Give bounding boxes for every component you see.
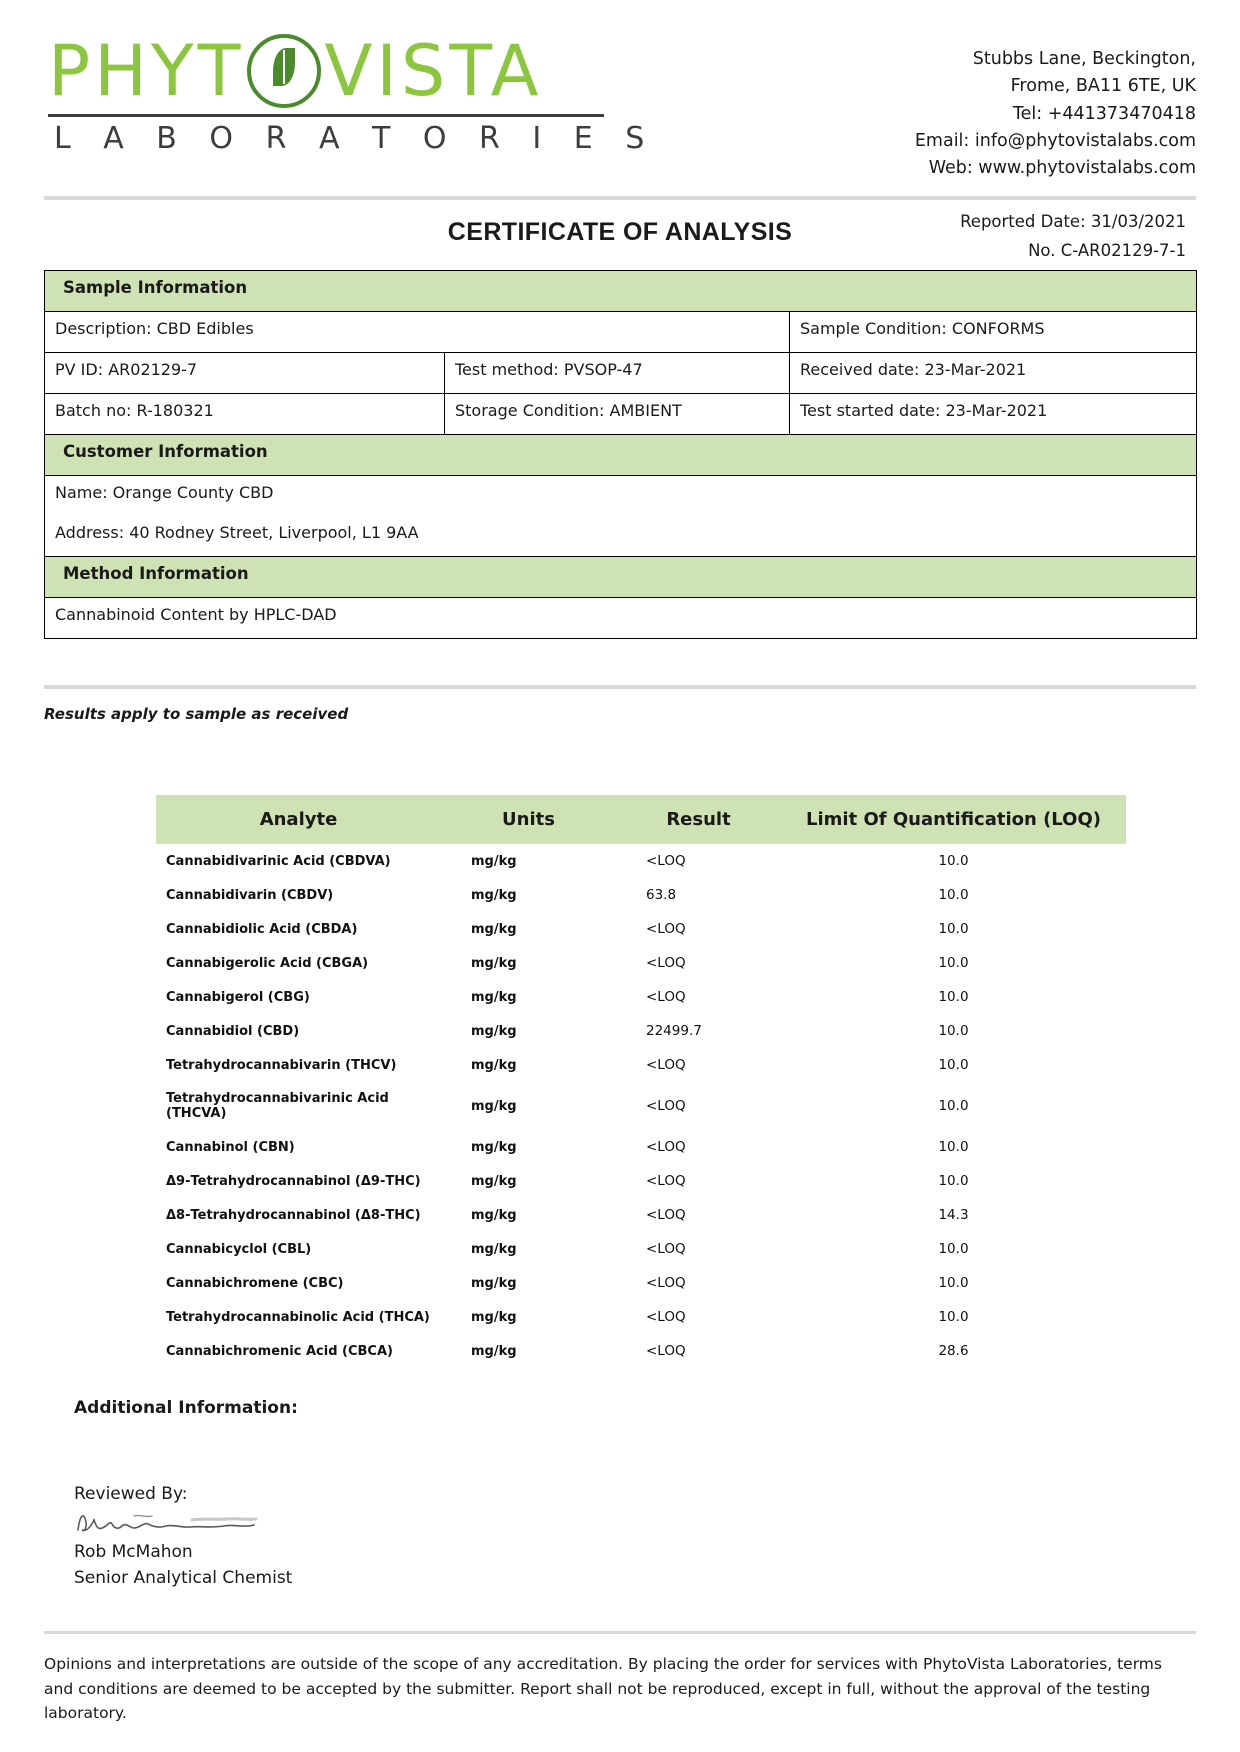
disclaimer-text: Opinions and interpretations are outside of the scope of any accreditation. By placing the order for services with PhytoVista Laboratories, terms and conditions are deemed to be accepted by the submitter. Report shall not be reproduced, except in full, without the approval of the testing laboratory. xyxy=(44,1655,1162,1722)
cell-analyte: Cannabichromene (CBC) xyxy=(166,1275,344,1291)
sample-description: Description: CBD Edibles xyxy=(45,312,790,353)
information-table xyxy=(44,270,1197,639)
cell-units: mg/kg xyxy=(471,853,517,869)
column-header-analyte: Analyte xyxy=(156,795,441,844)
table-row xyxy=(156,1266,1126,1300)
contact-address-line1: Stubbs Lane, Beckington, xyxy=(972,49,1196,69)
table-row xyxy=(45,516,1197,557)
table-row xyxy=(156,878,1126,912)
cell-result: <LOQ xyxy=(646,853,686,870)
cell-units: mg/kg xyxy=(471,1309,517,1325)
cell-analyte: Cannabidivarinic Acid (CBDVA) xyxy=(166,853,391,869)
test-method: Test method: PVSOP-47 xyxy=(445,353,790,394)
cell-result: <LOQ xyxy=(646,1057,686,1074)
method-information-band: Method Information xyxy=(45,557,1197,598)
cell-loq: 10.0 xyxy=(938,1098,969,1115)
cell-units: mg/kg xyxy=(471,1098,517,1114)
section-divider xyxy=(44,685,1196,689)
contact-website: Web: www.phytovistalabs.com xyxy=(928,158,1196,179)
table-row xyxy=(45,435,1197,476)
brand-wordmark xyxy=(48,30,668,112)
reviewer-role: Senior Analytical Chemist xyxy=(74,1567,293,1588)
table-row xyxy=(156,1164,1126,1198)
table-row xyxy=(156,1082,1126,1130)
cell-units: mg/kg xyxy=(471,1139,517,1155)
cell-result: <LOQ xyxy=(646,1275,686,1292)
results-body xyxy=(156,844,1126,1368)
cell-units: mg/kg xyxy=(471,887,517,903)
table-row xyxy=(156,1048,1126,1082)
results-table xyxy=(156,795,1126,1368)
cell-loq: 10.0 xyxy=(938,1173,969,1190)
cell-result: <LOQ xyxy=(646,921,686,938)
test-started-date: Test started date: 23-Mar-2021 xyxy=(790,394,1197,435)
sample-information-band: Sample Information xyxy=(45,271,1197,312)
title-row xyxy=(44,200,1196,270)
results-header-row xyxy=(156,795,1126,844)
cell-result: <LOQ xyxy=(646,1173,686,1190)
results-apply-note: Results apply to sample as received xyxy=(44,705,349,724)
batch-no: Batch no: R-180321 xyxy=(45,394,445,435)
table-row xyxy=(156,1014,1126,1048)
table-row xyxy=(45,353,1197,394)
cell-loq: 14.3 xyxy=(938,1207,969,1224)
cell-loq: 10.0 xyxy=(938,955,969,972)
cell-analyte: Cannabidivarin (CBDV) xyxy=(166,887,334,903)
cell-analyte: Δ8-Tetrahydrocannabinol (Δ8-THC) xyxy=(166,1207,421,1223)
cell-units: mg/kg xyxy=(471,1343,517,1359)
table-row xyxy=(156,1300,1126,1334)
cell-analyte: Tetrahydrocannabinolic Acid (THCA) xyxy=(166,1309,430,1325)
sample-condition: Sample Condition: CONFORMS xyxy=(790,312,1197,353)
cell-result: <LOQ xyxy=(646,955,686,972)
cell-loq: 10.0 xyxy=(938,989,969,1006)
cell-result: <LOQ xyxy=(646,1343,686,1360)
cell-analyte: Tetrahydrocannabivarinic Acid (THCVA) xyxy=(166,1091,389,1122)
brand-name-part2: VISTA xyxy=(324,30,543,112)
cell-result: 22499.7 xyxy=(646,1023,702,1040)
pv-id: PV ID: AR02129-7 xyxy=(45,353,445,394)
cell-units: mg/kg xyxy=(471,955,517,971)
table-row xyxy=(45,394,1197,435)
contact-phone: Tel: +441373470418 xyxy=(1012,103,1196,124)
cell-units: mg/kg xyxy=(471,1023,517,1039)
table-row xyxy=(45,598,1197,639)
table-row xyxy=(45,557,1197,598)
table-row xyxy=(45,312,1197,353)
cell-result: <LOQ xyxy=(646,1207,686,1224)
cell-analyte: Cannabichromenic Acid (CBCA) xyxy=(166,1343,393,1359)
cell-units: mg/kg xyxy=(471,1275,517,1291)
cell-result: <LOQ xyxy=(646,989,686,1006)
cell-loq: 28.6 xyxy=(938,1343,969,1360)
contact-email: Email: info@phytovistalabs.com xyxy=(914,130,1196,151)
cell-loq: 10.0 xyxy=(938,1023,969,1040)
table-row xyxy=(156,1334,1126,1368)
cell-loq: 10.0 xyxy=(938,887,969,904)
table-row xyxy=(156,980,1126,1014)
customer-name: Name: Orange County CBD xyxy=(45,476,1197,517)
method-description: Cannabinoid Content by HPLC-DAD xyxy=(45,598,1197,639)
brand-logo xyxy=(44,30,668,156)
customer-address: Address: 40 Rodney Street, Liverpool, L1 9AA xyxy=(45,516,1197,557)
cell-analyte: Cannabidiolic Acid (CBDA) xyxy=(166,921,358,937)
cell-units: mg/kg xyxy=(471,1057,517,1073)
handwritten-signature-icon xyxy=(74,1506,304,1540)
cell-loq: 10.0 xyxy=(938,1309,969,1326)
received-date: Received date: 23-Mar-2021 xyxy=(790,353,1197,394)
storage-condition: Storage Condition: AMBIENT xyxy=(445,394,790,435)
report-meta xyxy=(960,208,1186,266)
leaf-in-circle-icon xyxy=(247,34,321,108)
column-header-result: Result xyxy=(616,795,781,844)
table-row xyxy=(156,946,1126,980)
cell-loq: 10.0 xyxy=(938,853,969,870)
cell-loq: 10.0 xyxy=(938,1139,969,1156)
cell-units: mg/kg xyxy=(471,1173,517,1189)
cell-loq: 10.0 xyxy=(938,921,969,938)
lab-contact-block xyxy=(915,34,1196,182)
cell-analyte: Cannabigerolic Acid (CBGA) xyxy=(166,955,369,971)
logo-divider xyxy=(48,114,604,117)
customer-information-band: Customer Information xyxy=(45,435,1197,476)
contact-address-line2: Frome, BA11 6TE, UK xyxy=(1010,76,1196,97)
reviewer-name: Rob McMahon xyxy=(74,1542,193,1563)
cell-analyte: Cannabinol (CBN) xyxy=(166,1139,295,1155)
cell-result: <LOQ xyxy=(646,1309,686,1326)
table-row xyxy=(156,1198,1126,1232)
table-row xyxy=(156,844,1126,878)
cell-loq: 10.0 xyxy=(938,1275,969,1292)
table-row xyxy=(45,476,1197,517)
cell-result: <LOQ xyxy=(646,1139,686,1156)
cell-analyte: Tetrahydrocannabivarin (THCV) xyxy=(166,1057,397,1073)
cell-analyte: Cannabigerol (CBG) xyxy=(166,989,310,1005)
cell-units: mg/kg xyxy=(471,921,517,937)
report-number: No. C-AR02129-7-1 xyxy=(1028,241,1186,261)
results-section xyxy=(44,795,1196,1368)
signoff-block xyxy=(44,1484,1196,1591)
page-title: CERTIFICATE OF ANALYSIS xyxy=(447,218,793,247)
brand-name-part1: PHYT xyxy=(48,30,245,112)
column-header-loq: Limit Of Quantification (LOQ) xyxy=(781,795,1126,844)
cell-result: 63.8 xyxy=(646,887,677,904)
cell-units: mg/kg xyxy=(471,1241,517,1257)
footer-divider xyxy=(44,1631,1196,1634)
cell-analyte: Cannabicyclol (CBL) xyxy=(166,1241,312,1257)
table-row xyxy=(45,271,1197,312)
additional-information-label: Additional Information: xyxy=(74,1398,298,1419)
cell-result: <LOQ xyxy=(646,1241,686,1258)
column-header-units: Units xyxy=(441,795,616,844)
cell-result: <LOQ xyxy=(646,1098,686,1115)
document-header xyxy=(44,30,1196,182)
table-row xyxy=(156,1232,1126,1266)
cell-units: mg/kg xyxy=(471,1207,517,1223)
table-row xyxy=(156,912,1126,946)
cell-analyte: Δ9-Tetrahydrocannabinol (Δ9-THC) xyxy=(166,1173,421,1189)
cell-units: mg/kg xyxy=(471,989,517,1005)
reported-date: Reported Date: 31/03/2021 xyxy=(960,212,1186,232)
table-row xyxy=(156,1130,1126,1164)
cell-analyte: Cannabidiol (CBD) xyxy=(166,1023,300,1039)
cell-loq: 10.0 xyxy=(938,1241,969,1258)
brand-subtitle: L A B O R A T O R I E S xyxy=(54,121,656,156)
reviewed-by-label: Reviewed By: xyxy=(74,1484,188,1505)
cell-loq: 10.0 xyxy=(938,1057,969,1074)
